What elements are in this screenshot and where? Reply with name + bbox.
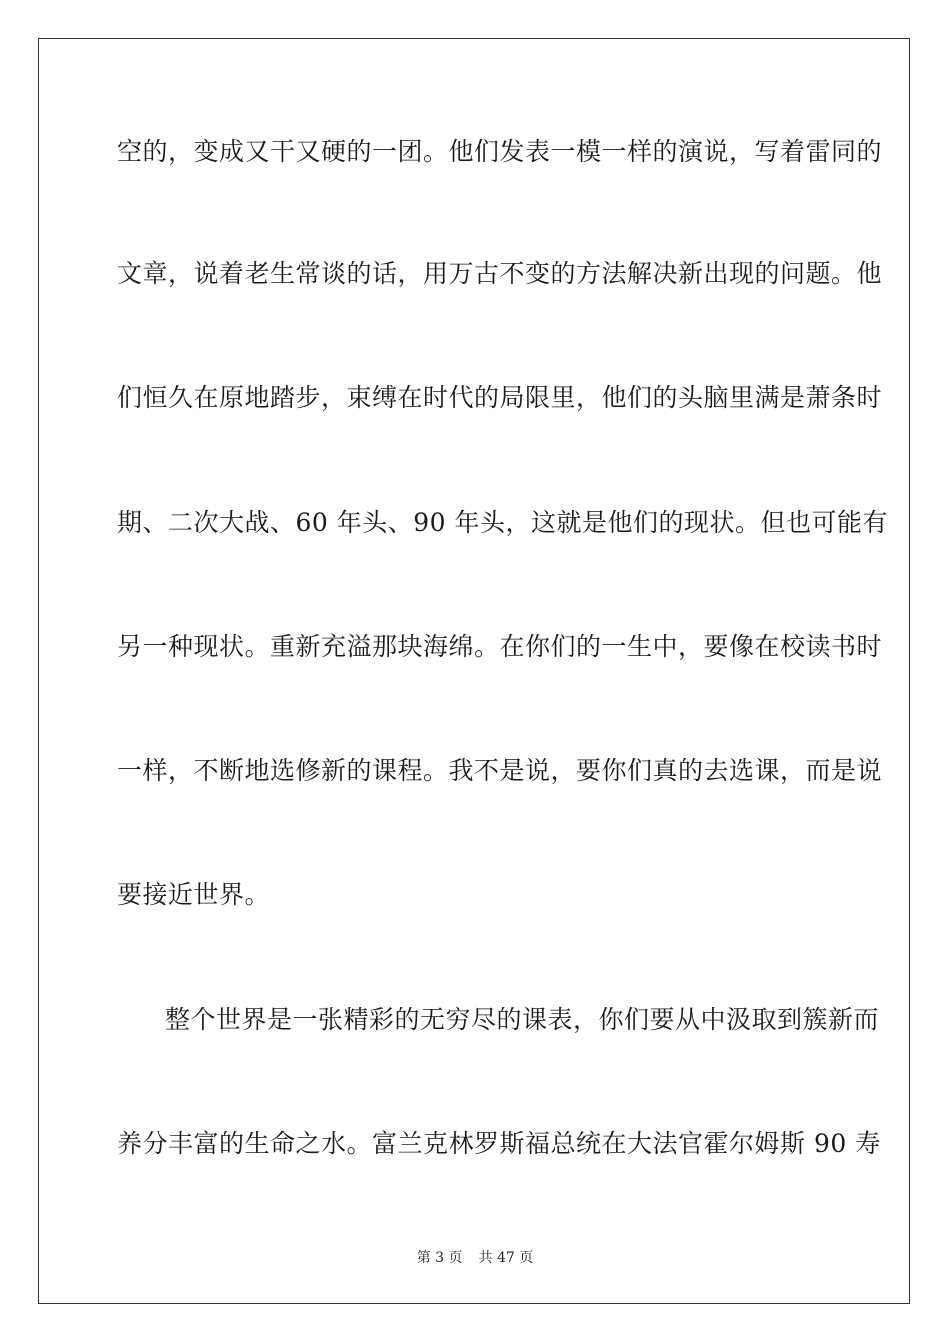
body-text-line: 整个世界是一张精彩的无穷尽的课表，你们要从中汲取到簇新而 (165, 1005, 880, 1034)
body-text-line: 养分丰富的生命之水。富兰克林罗斯福总统在大法官霍尔姆斯 90 寿 (117, 1129, 881, 1158)
body-text-line: 另一种现状。重新充溢那块海绵。在你们的一生中，要像在校读书时 (117, 632, 883, 661)
body-text-line: 们恒久在原地踏步，束缚在时代的局限里，他们的头脑里满是萧条时 (117, 383, 883, 412)
body-text-line: 期、二次大战、60 年头、90 年头，这就是他们的现状。但也可能有 (117, 508, 889, 537)
page-border (38, 38, 910, 1304)
body-text-line: 空的，变成又干又硬的一团。他们发表一模一样的演说，写着雷同的 (117, 137, 883, 166)
body-text-line: 要接近世界。 (117, 880, 271, 909)
page-footer (0, 1249, 950, 1267)
page-number: 第 3 页 (416, 1250, 463, 1266)
page-total: 共 47 页 (478, 1250, 534, 1266)
body-text-line: 文章，说着老生常谈的话，用万古不变的方法解决新出现的问题。他 (117, 259, 883, 288)
body-text-line: 一样，不断地选修新的课程。我不是说，要你们真的去选课，而是说 (117, 756, 883, 785)
